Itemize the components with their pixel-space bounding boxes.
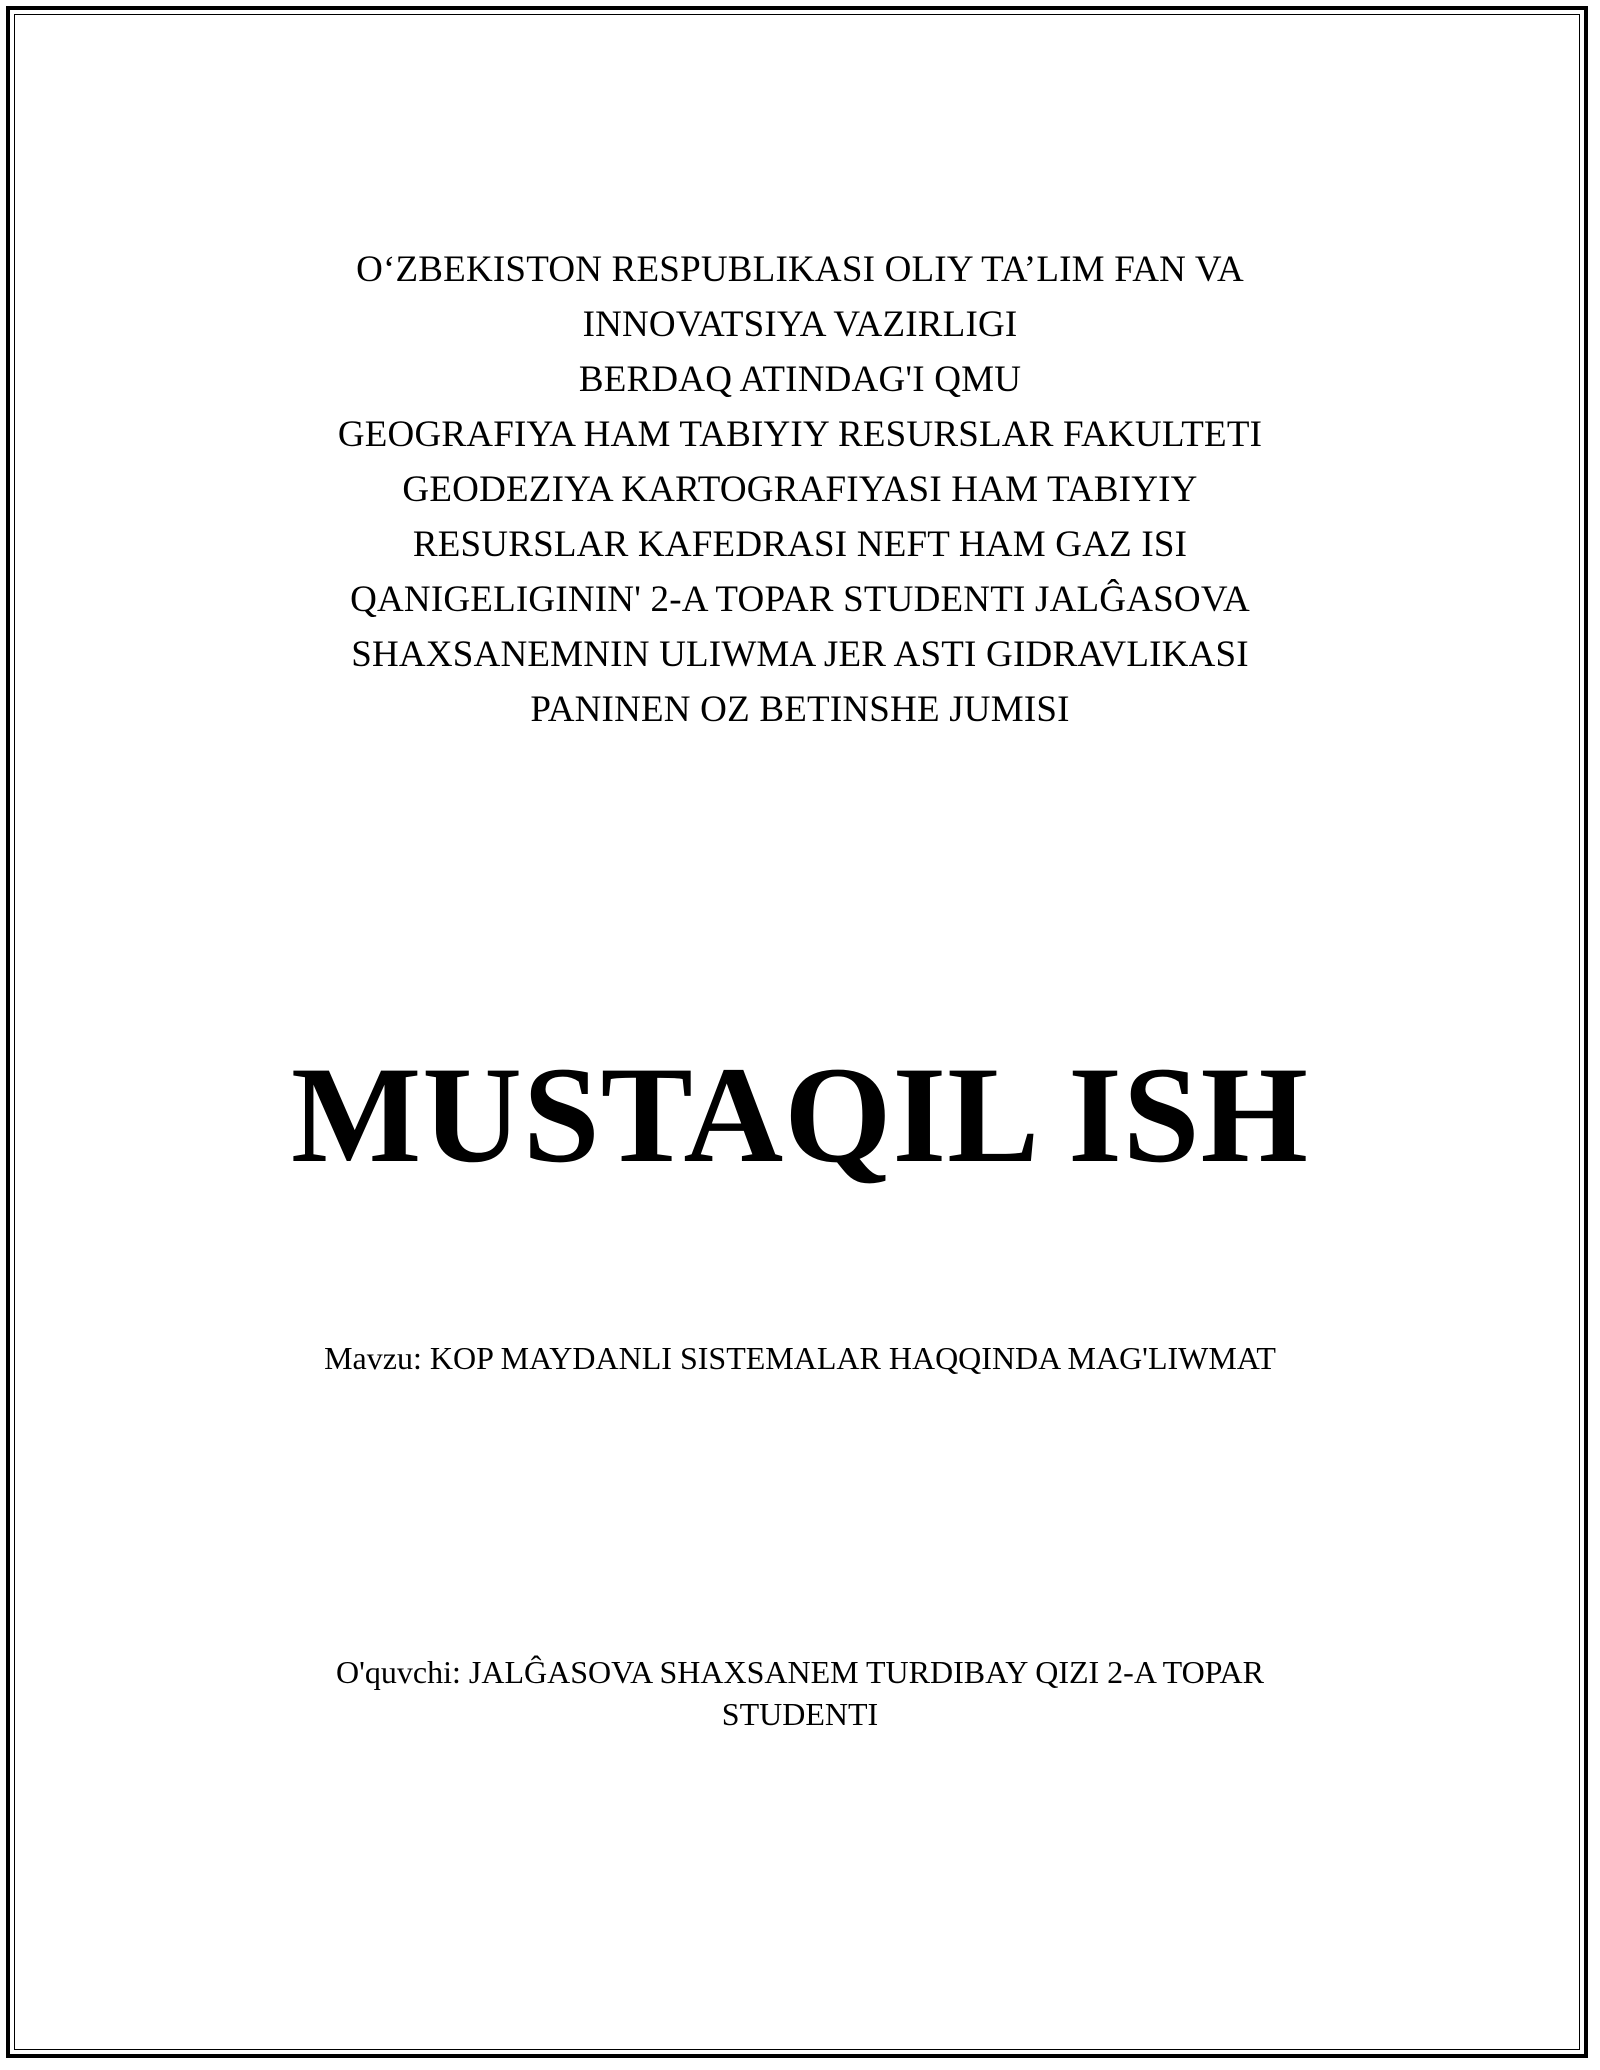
header-line-6: RESURSLAR KAFEDRASI NEFT HAM GAZ ISI [412, 524, 1188, 565]
student-info [0, 1651, 1600, 1735]
topic-line: Mavzu: KOP MAYDANLI SISTEMALAR HAQQINDA MAG'LIWMAT [324, 1340, 1276, 1376]
header-line-9: PANINEN OZ BETINSHE JUMISI [530, 689, 1070, 730]
header-line-5: GEODEZIYA KARTOGRAFIYASI HAM TABIYIY [402, 469, 1198, 510]
document-title: MUSTAQIL ISH [291, 1038, 1309, 1191]
header-line-4: GEOGRAFIYA HAM TABIYIY RESURSLAR FAKULTETI [337, 414, 1263, 455]
header-line-3: BERDAQ ATINDAG'I QMU [578, 359, 1022, 400]
student-line-2: STUDENTI [721, 1696, 879, 1732]
student-line-1: O'quvchi: JALĜASOVA SHAXSANEM TURDIBAY QIZI 2-A TOPAR [336, 1654, 1264, 1690]
header-line-7: QANIGELIGININ' 2-A TOPAR STUDENTI JALĜASOVA [350, 579, 1250, 620]
institution-header [0, 242, 1600, 737]
header-line-2: INNOVATSIYA VAZIRLIGI [582, 304, 1018, 345]
header-line-1: O‘ZBEKISTON RESPUBLIKASI OLIY TA’LIM FAN VA [356, 249, 1244, 290]
header-line-8: SHAXSANEMNIN ULIWMA JER ASTI GIDRAVLIKASI [351, 634, 1249, 675]
